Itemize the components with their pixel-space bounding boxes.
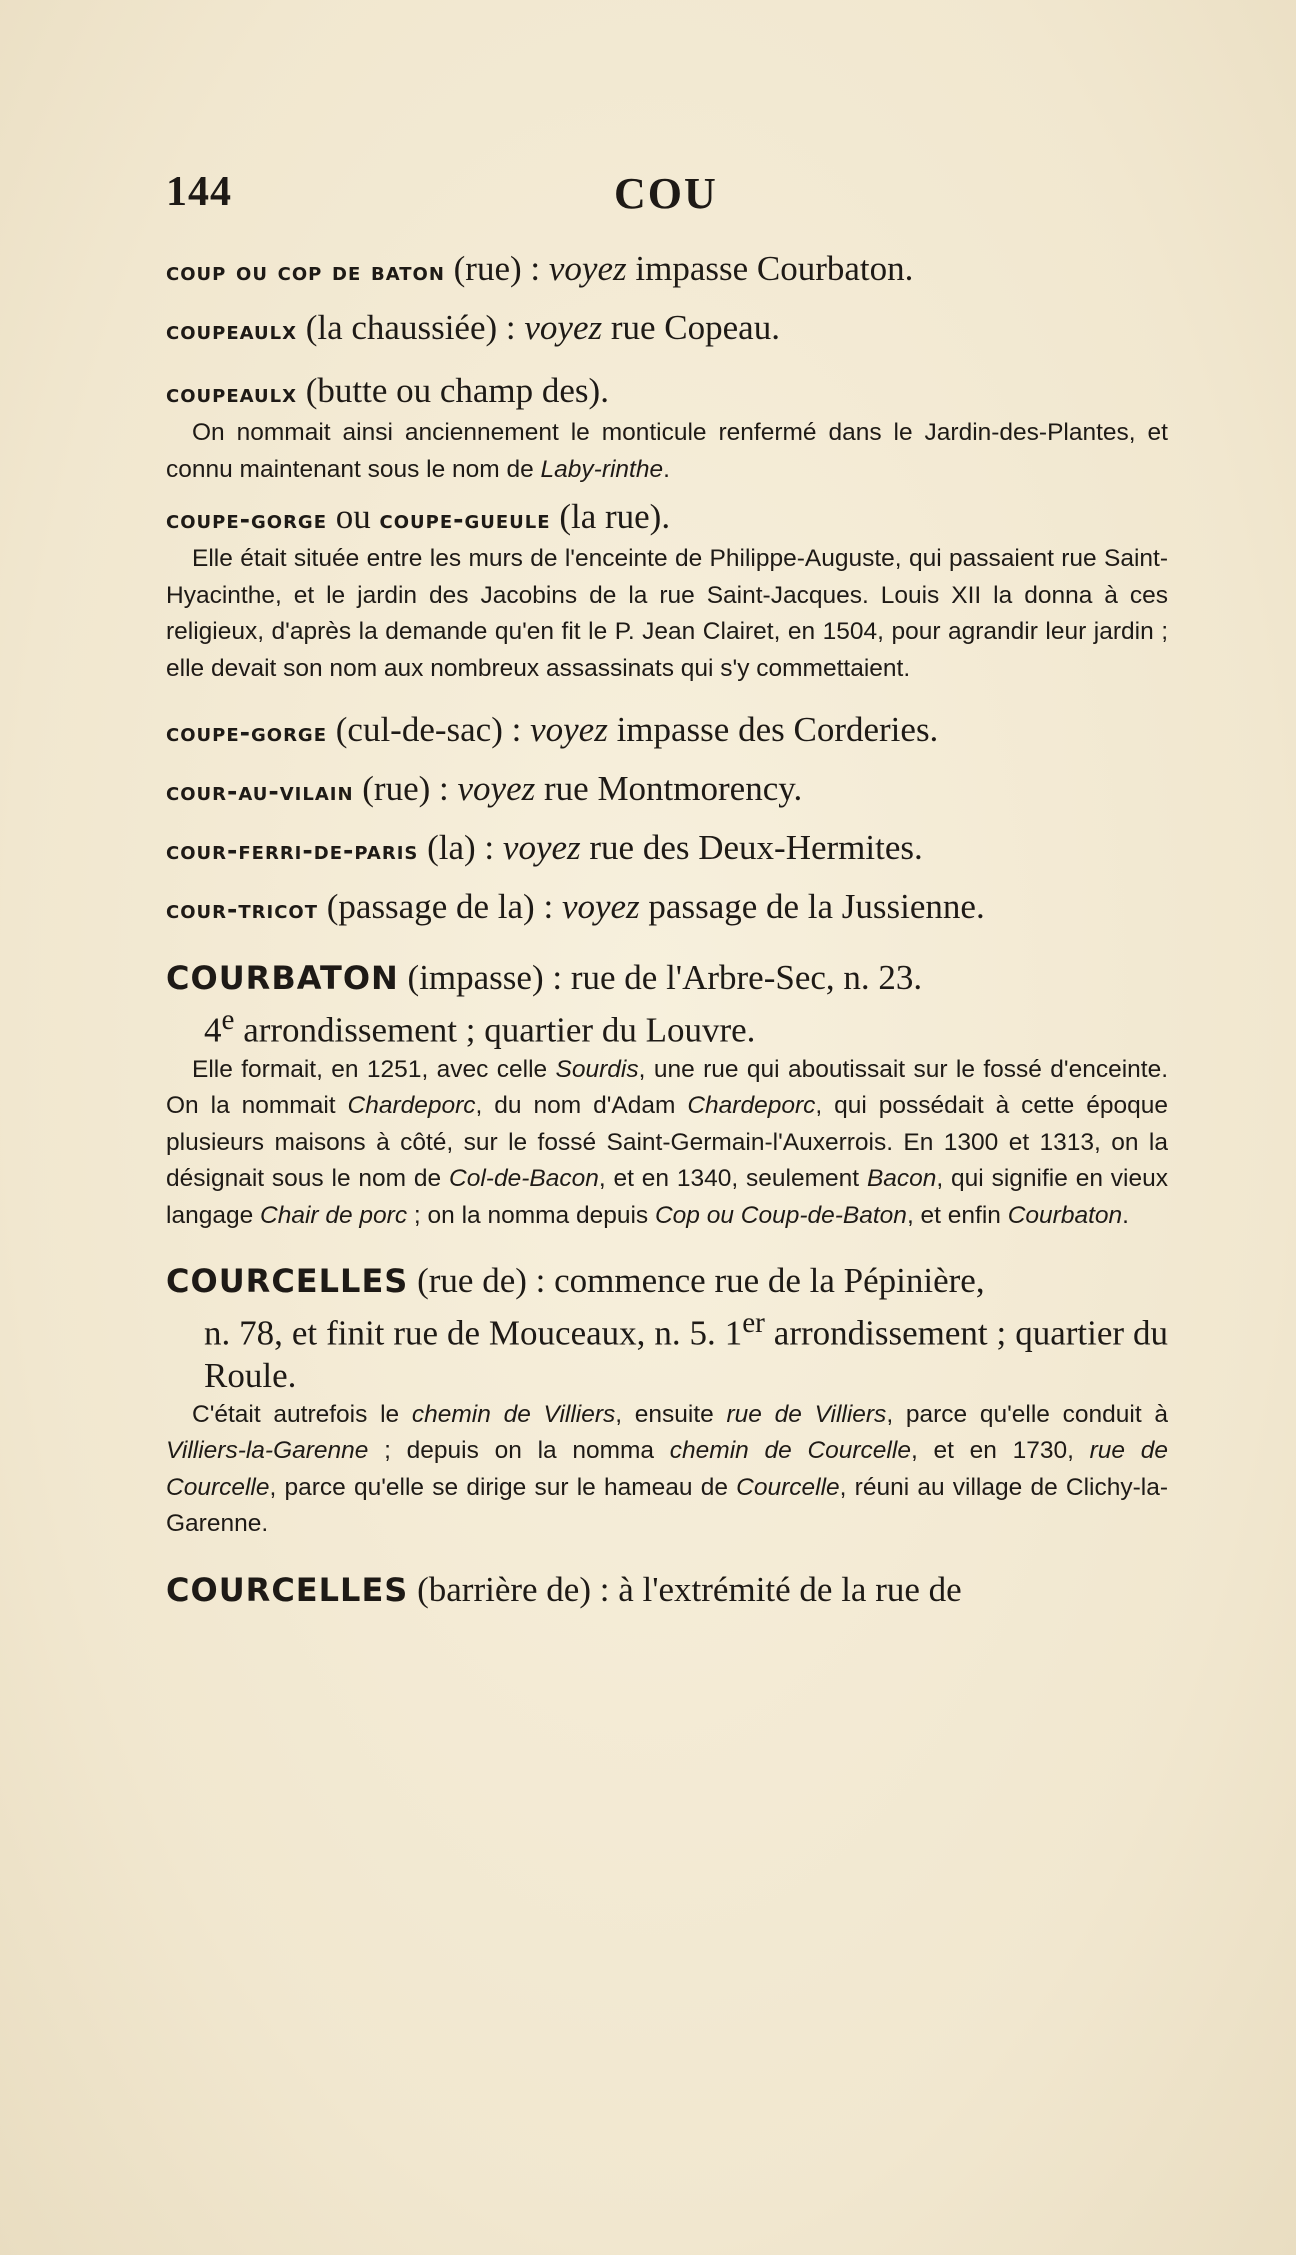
note-italic: rue de Courcelle (166, 1437, 1169, 1501)
note-text: , ensuite (615, 1400, 727, 1428)
cross-reference: voyez (457, 769, 536, 808)
headword: COURCELLES (166, 1570, 409, 1609)
cross-reference: voyez (561, 887, 640, 926)
cross-reference: voyez (502, 828, 581, 867)
entry-headline (166, 957, 1168, 999)
entry-continuation (166, 999, 1168, 1052)
cross-reference: voyez (530, 710, 608, 749)
note-text: , et en 1340, seulement (598, 1165, 867, 1193)
note-text: , du nom d'Adam (475, 1092, 688, 1120)
entry-text: (impasse) : rue de l'Arbre-Sec, n. 23. (398, 958, 923, 997)
entry-text: rue Montmorency. (535, 769, 803, 808)
note-italic: Chardeporc (687, 1092, 816, 1120)
entry-coupe-gorge-cul-de-sac (166, 709, 1168, 754)
entry-note (166, 415, 1168, 488)
note-text: , qui possédait à cette époque plusieurs maisons à côté, sur le fossé Saint-Germain-l'Auxerrois. En 1300 et 1313, on la désignait sous le nom de (166, 1092, 1168, 1193)
entry-text: arrondissement ; quartier du Louvre. (234, 1010, 756, 1050)
note-italic: Laby-rinthe (540, 455, 664, 483)
note-text: , qui signifie en vieux langage (166, 1165, 1169, 1229)
entry-coupeaulx-chaussiee (166, 307, 1168, 352)
note-italic: chemin de Courcelle (669, 1437, 911, 1465)
entry-text: (passage de la) : (318, 887, 562, 926)
note-italic: chemin de Villiers (411, 1400, 616, 1428)
ordinal-suffix: er (742, 1307, 765, 1340)
entry-cour-ferri-de-paris (166, 827, 1168, 872)
headword: cour-ferri-de-paris (166, 836, 419, 865)
entry-headline (166, 827, 1168, 872)
entry-headline (166, 768, 1168, 813)
headword: cour-au-vilain (166, 777, 354, 806)
headword: coupeaulx (166, 316, 297, 345)
entry-courcelles-barriere (166, 1569, 1168, 1611)
note-italic: Villiers-la-Garenne (166, 1437, 369, 1465)
ordinal-suffix: e (221, 1004, 235, 1036)
note-text: , et en 1730, (910, 1437, 1090, 1465)
entry-coup-de-baton (166, 248, 1168, 293)
headword: cour-tricot (166, 895, 318, 924)
entry-headline (166, 370, 1168, 415)
page-number: 144 (166, 169, 232, 215)
note-text: C'était autrefois le (192, 1400, 412, 1428)
note-text: , parce qu'elle se dirige sur le hameau de (269, 1473, 737, 1501)
entry-text: (la) : (418, 828, 503, 867)
entry-note (166, 1397, 1168, 1543)
cross-reference: voyez (548, 249, 627, 288)
entry-coupe-gorge-rue (166, 496, 1168, 687)
entry-courcelles-rue (166, 1260, 1168, 1543)
entry-note (166, 1052, 1168, 1235)
entry-text: n. 78, et finit rue de Mouceaux, n. 5. 1 (204, 1313, 743, 1353)
note-italic: Courbaton (1007, 1201, 1123, 1229)
entry-text: (butte ou champ des). (296, 371, 609, 410)
headword: coupeaulx (166, 379, 297, 408)
note-text: , parce qu'elle conduit à (886, 1400, 1168, 1428)
headword: coupe-gorge (166, 718, 327, 747)
headword: coup ou cop de baton (166, 257, 445, 286)
entry-text: rue Copeau. (602, 308, 780, 347)
note-italic: Courcelle (736, 1473, 840, 1501)
note-italic: Chardeporc (347, 1092, 476, 1120)
note-text: , réuni au village de Clichy-la-Garenne. (166, 1473, 1168, 1538)
entry-headline (166, 307, 1168, 352)
note-italic: Chair de porc (260, 1201, 408, 1229)
entry-text: (rue) : (444, 249, 549, 288)
entry-text: (la chaussiée) : (296, 308, 525, 347)
entry-text: (barrière de) : à l'extrémité de la rue de (408, 1569, 962, 1609)
entry-text: arrondissement ; quartier du Roule. (204, 1313, 1168, 1395)
entry-text: 4 (204, 1010, 222, 1050)
note-italic: Bacon (866, 1165, 937, 1193)
note-text: , une rue qui aboutissait sur le fossé d'enceinte. On la nommait (166, 1055, 1169, 1120)
entry-headline (166, 1569, 1168, 1611)
entry-headline (166, 496, 1168, 541)
running-head: COU (614, 169, 718, 218)
entry-text: impasse des Corderies. (607, 710, 939, 749)
note-italic: Cop ou Coup-de-Baton (654, 1201, 907, 1229)
entry-coupeaulx-butte (166, 370, 1168, 488)
note-text: , et enfin (906, 1201, 1008, 1229)
note-text: ; depuis on la nomma (368, 1437, 670, 1465)
note-text: . (663, 455, 670, 483)
note-text: ; on la nomma depuis (407, 1201, 655, 1229)
entry-text: (rue) : (353, 769, 458, 808)
note-italic: Col-de-Bacon (449, 1165, 599, 1193)
entry-text: (cul-de-sac) : (327, 710, 531, 749)
headword: COURBATON (166, 959, 399, 997)
entry-text: impasse Courbaton. (626, 249, 914, 288)
headword: COURCELLES (166, 1262, 409, 1301)
entry-headline (166, 709, 1168, 754)
entry-headline (166, 1260, 1168, 1302)
entry-text: ou (327, 497, 380, 536)
page-header (166, 168, 1166, 228)
entry-continuation (166, 1302, 1168, 1397)
cross-reference: voyez (524, 308, 603, 347)
headword-alt: coupe-gueule (379, 505, 551, 534)
entry-cour-au-vilain (166, 768, 1168, 813)
dictionary-content (166, 248, 1168, 1611)
entry-text: (la rue). (550, 497, 671, 536)
entry-cour-tricot (166, 886, 1168, 931)
note-italic: rue de Villiers (726, 1400, 887, 1428)
entry-courbaton (166, 957, 1168, 1234)
note-italic: Sourdis (555, 1055, 639, 1083)
entry-headline (166, 248, 1168, 293)
entry-note: Elle était située entre les murs de l'enceinte de Philippe-Auguste, qui passaient rue Saint-Hyacinthe, et le jardin des Jacobins de la rue Saint-Jacques. Louis XII la donna à ces religieux, d'après la demande qu'en fit le P. Jean Clairet, en 1504, pour agrandir leur jardin ; elle devait son nom aux nombreux assassinats qui s'y commettaient. (166, 545, 1168, 682)
note-text: On nommait ainsi anciennement le monticule renfermé dans le Jardin-des-Plantes, et connu maintenant sous le nom de (166, 419, 1168, 483)
headword: coupe-gorge (166, 505, 327, 534)
note-text: Elle formait, en 1251, avec celle (192, 1055, 556, 1083)
entry-headline (166, 886, 1168, 931)
entry-text: passage de la Jussienne. (639, 887, 985, 926)
entry-text: (rue de) : commence rue de la Pépinière, (408, 1261, 985, 1301)
note-text: . (1122, 1201, 1129, 1229)
entry-text: rue des Deux-Hermites. (580, 828, 923, 867)
